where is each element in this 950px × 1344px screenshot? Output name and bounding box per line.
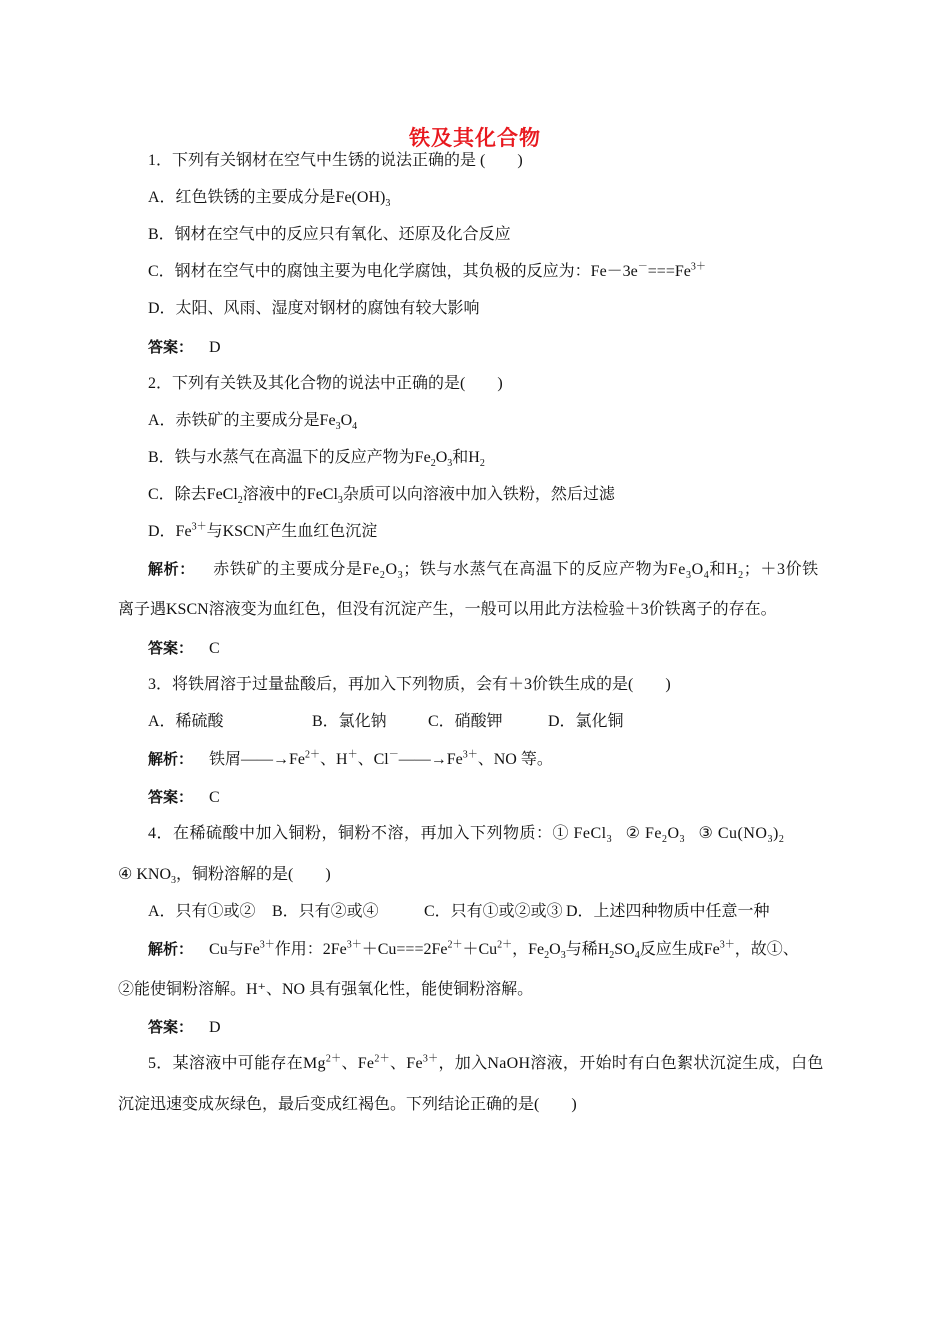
question-1-stem: 1．下列有关钢材在空气中生锈的说法正确的是 ( ) [148,152,523,169]
question-2-stem: 2．下列有关铁及其化合物的说法中正确的是( ) [148,375,503,392]
question-2-answer: 答案： C [148,639,220,657]
question-4-option-d: D．上述四种物质中任意一种 [566,903,770,920]
question-2-option-d: D．$Fe^{3+}$与KSCN产生血红色沉淀 [148,521,378,540]
question-1-answer: 答案： D [148,338,221,356]
question-3-option-a: A．稀硫酸 [148,713,224,730]
question-3-answer: 答案： C [148,788,220,806]
question-1-option-b: B．钢材在空气中的反应只有氧化、还原及化合反应 [148,226,511,243]
question-1-option-a: A．红色铁锈的主要成分是$Fe(OH)_3$ [148,189,391,210]
question-1-option-c: C．钢材在空气中的腐蚀主要为电化学腐蚀，其负极的反应为：$Fe-3e^-===Fe^{3+}$ [148,261,706,280]
question-4-answer: 答案： D [148,1018,221,1036]
question-4-option-a: A．只有①或② [148,903,256,920]
question-4-option-b: B．只有②或④ [272,903,379,920]
page-title: 铁及其化合物 [409,126,541,150]
question-3-stem: 3．将铁屑溶于过量盐酸后，再加入下列物质，会有＋3价铁生成的是( ) [148,676,671,693]
question-5-stem: 5．某溶液中可能存在$Mg^{2+}$、$Fe^{2+}$、$Fe^{3+}$，加入NaOH溶液，开始时有白色絮状沉淀生成，白色 [148,1053,824,1072]
question-4-options [148,901,850,923]
question-4-stem: 4．在稀硫酸中加入铜粉，铜粉不溶，再加入下列物质：① FeCl$_3$ ② $Fe_2O_3$ ③ $Cu(NO_3)_2$ [148,825,785,846]
question-3-option-c: C．硝酸钾 [428,713,503,730]
question-4-analysis-line-2: ②能使铜粉溶解。H⁺、NO 具有强氧化性，能使铜粉溶解。 [118,981,534,998]
question-3-options [148,711,850,733]
question-2-option-b: B．铁与水蒸气在高温下的反应产物为$Fe_2O_3$和$H_2$ [148,449,485,470]
question-4-stem-line-2: ④ $KNO_3$，铜粉溶解的是( ) [118,866,331,887]
question-3-analysis: 解析： 铁屑$——\to Fe^{2+}$、H＋、$Cl^-——\to Fe^{3+}$、NO 等。 [148,749,553,768]
question-1-option-d: D．太阳、风雨、湿度对钢材的腐蚀有较大影响 [148,300,480,317]
question-5-stem-line-2: 沉淀迅速变成灰绿色，最后变成红褐色。下列结论正确的是( ) [118,1096,577,1113]
question-2-option-c: C．除去FeCl$_2$溶液中的FeCl$_3$杂质可以向溶液中加入铁粉，然后过滤 [148,486,615,507]
question-4-analysis-line-1: 解析： Cu与$Fe^{3+}$作用：$2Fe^{3+}+Cu===2Fe^{2+}+Cu^{2+}$，$Fe_2O_3$与稀$H_2SO_4$反应生成$Fe^{3+}$，故①、 [148,939,799,962]
question-2-analysis-line-2: 离子遇KSCN溶液变为血红色，但没有沉淀产生，一般可以用此方法检验＋3价铁离子的存在。 [118,601,777,618]
question-3-option-b: B．氯化钠 [312,713,387,730]
question-2-option-a: A．赤铁矿的主要成分是$Fe_3O_4$ [148,412,358,433]
question-4-option-c: C．只有①或②或③ [424,903,563,920]
question-2-analysis-line-1: 解析： 赤铁矿的主要成分是$Fe_2O_3$；铁与水蒸气在高温下的反应产物为$Fe_3O_4$和$H_2$；＋3价铁 [148,560,819,582]
question-3-option-d: D．氯化铜 [548,713,624,730]
